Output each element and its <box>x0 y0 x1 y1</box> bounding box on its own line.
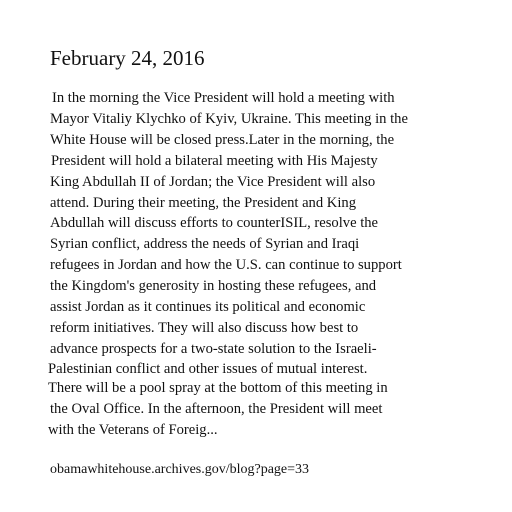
body-line: advance prospects for a two-state solution to the Israeli- <box>50 340 377 357</box>
post-date: February 24, 2016 <box>50 46 205 70</box>
body-line: the Oval Office. In the afternoon, the President will meet <box>50 400 383 417</box>
body-line: with the Veterans of Foreig... <box>48 421 218 438</box>
body-line: the Kingdom's generosity in hosting these refugees, and <box>50 278 377 295</box>
body-line: reform initiatives. They will also discuss how best to <box>50 319 359 336</box>
body-line: Abdullah will discuss efforts to counterISIL, resolve the <box>50 215 379 232</box>
post-body <box>48 88 488 441</box>
body-line: President will hold a bilateral meeting with His Majesty <box>51 152 378 169</box>
body-line: Syrian conflict, address the needs of Syrian and Iraqi <box>50 236 360 253</box>
body-line: White House will be closed press.Later in the morning, the <box>50 131 395 148</box>
body-line: assist Jordan as it continues its political and economic <box>50 299 366 316</box>
source-url: obamawhitehouse.archives.gov/blog?page=33 <box>50 462 310 477</box>
body-line: King Abdullah II of Jordan; the Vice President will also <box>50 173 376 190</box>
body-line: Palestinian conflict and other issues of mutual interest. <box>48 360 368 377</box>
body-line: There will be a pool spray at the bottom of this meeting in <box>48 379 388 396</box>
body-line: attend. During their meeting, the President and King <box>50 194 356 211</box>
body-line: refugees in Jordan and how the U.S. can continue to support <box>50 257 402 274</box>
body-line: Mayor Vitaliy Klychko of Kyiv, Ukraine. This meeting in the <box>50 110 408 127</box>
body-line: In the morning the Vice President will hold a meeting with <box>52 90 395 106</box>
